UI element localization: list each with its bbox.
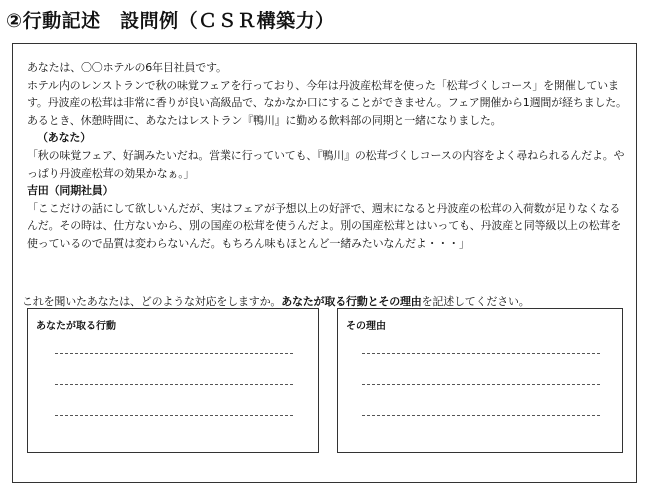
instruction (22, 293, 530, 309)
answer-line (55, 353, 293, 354)
answer-line (362, 384, 600, 385)
action-box-label: あなたが取る行動 (36, 321, 116, 332)
page-title: ②行動記述 設問例（ＣＳＲ構築力） (6, 10, 335, 32)
action-answer-box[interactable] (27, 308, 319, 453)
instruction-emphasis: あなたが取る行動とその理由 (281, 295, 422, 308)
reason-box-label: その理由 (346, 321, 386, 332)
instruction-question: これを聞いたあなたは、どのような対応をしますか。 (22, 295, 282, 308)
scenario-situation: ホテル内のレンストランで秋の味覚フェアを行っており、今年は丹波産松茸を使った「松茸づくしコース」を開催しています。丹波産の松茸は非常に香りが良い高級品で、なかなか口にすることができません。フェア開催から1週間が経ちました。あるとき、休憩時間に、あなたはレストラン『鴨川』に勤める飲料部の同期と一緒になりました。 (27, 78, 627, 127)
speaker-you: （あなた） (37, 131, 91, 145)
answer-line (362, 415, 600, 416)
scenario-text (27, 59, 627, 253)
answer-line (55, 384, 293, 385)
reason-answer-box[interactable] (337, 308, 623, 453)
answer-line (362, 353, 600, 354)
dialogue-you: 「秋の味覚フェア、好調みたいだね。営業に行っていても、『鴨川』の松茸づくしコースの内容をよく尋ねられるんだよ。やっぱり丹波産松茸の効果かなぁ。」 (27, 148, 625, 180)
scenario-intro: あなたは、〇〇ホテルの6年目社員です。 (27, 61, 227, 74)
dialogue-yoshida: 「ここだけの話にして欲しいんだが、実はフェアが予想以上の好評で、週末になると丹波産の松茸の入荷数が足りなくなるんだ。その時は、仕方ないから、別の国産の松茸を使うんだよ。別の国産松茸とはいっても、丹波産と同等級以上の松茸を使っているので品質は変わらないんだ。もちろん味もほとんど一緒みたいなんだよ・・・」 (27, 201, 621, 250)
instruction-tail: を記述してください。 (421, 295, 530, 308)
speaker-yoshida: 吉田（同期社員） (27, 184, 114, 198)
answer-line (55, 415, 293, 416)
